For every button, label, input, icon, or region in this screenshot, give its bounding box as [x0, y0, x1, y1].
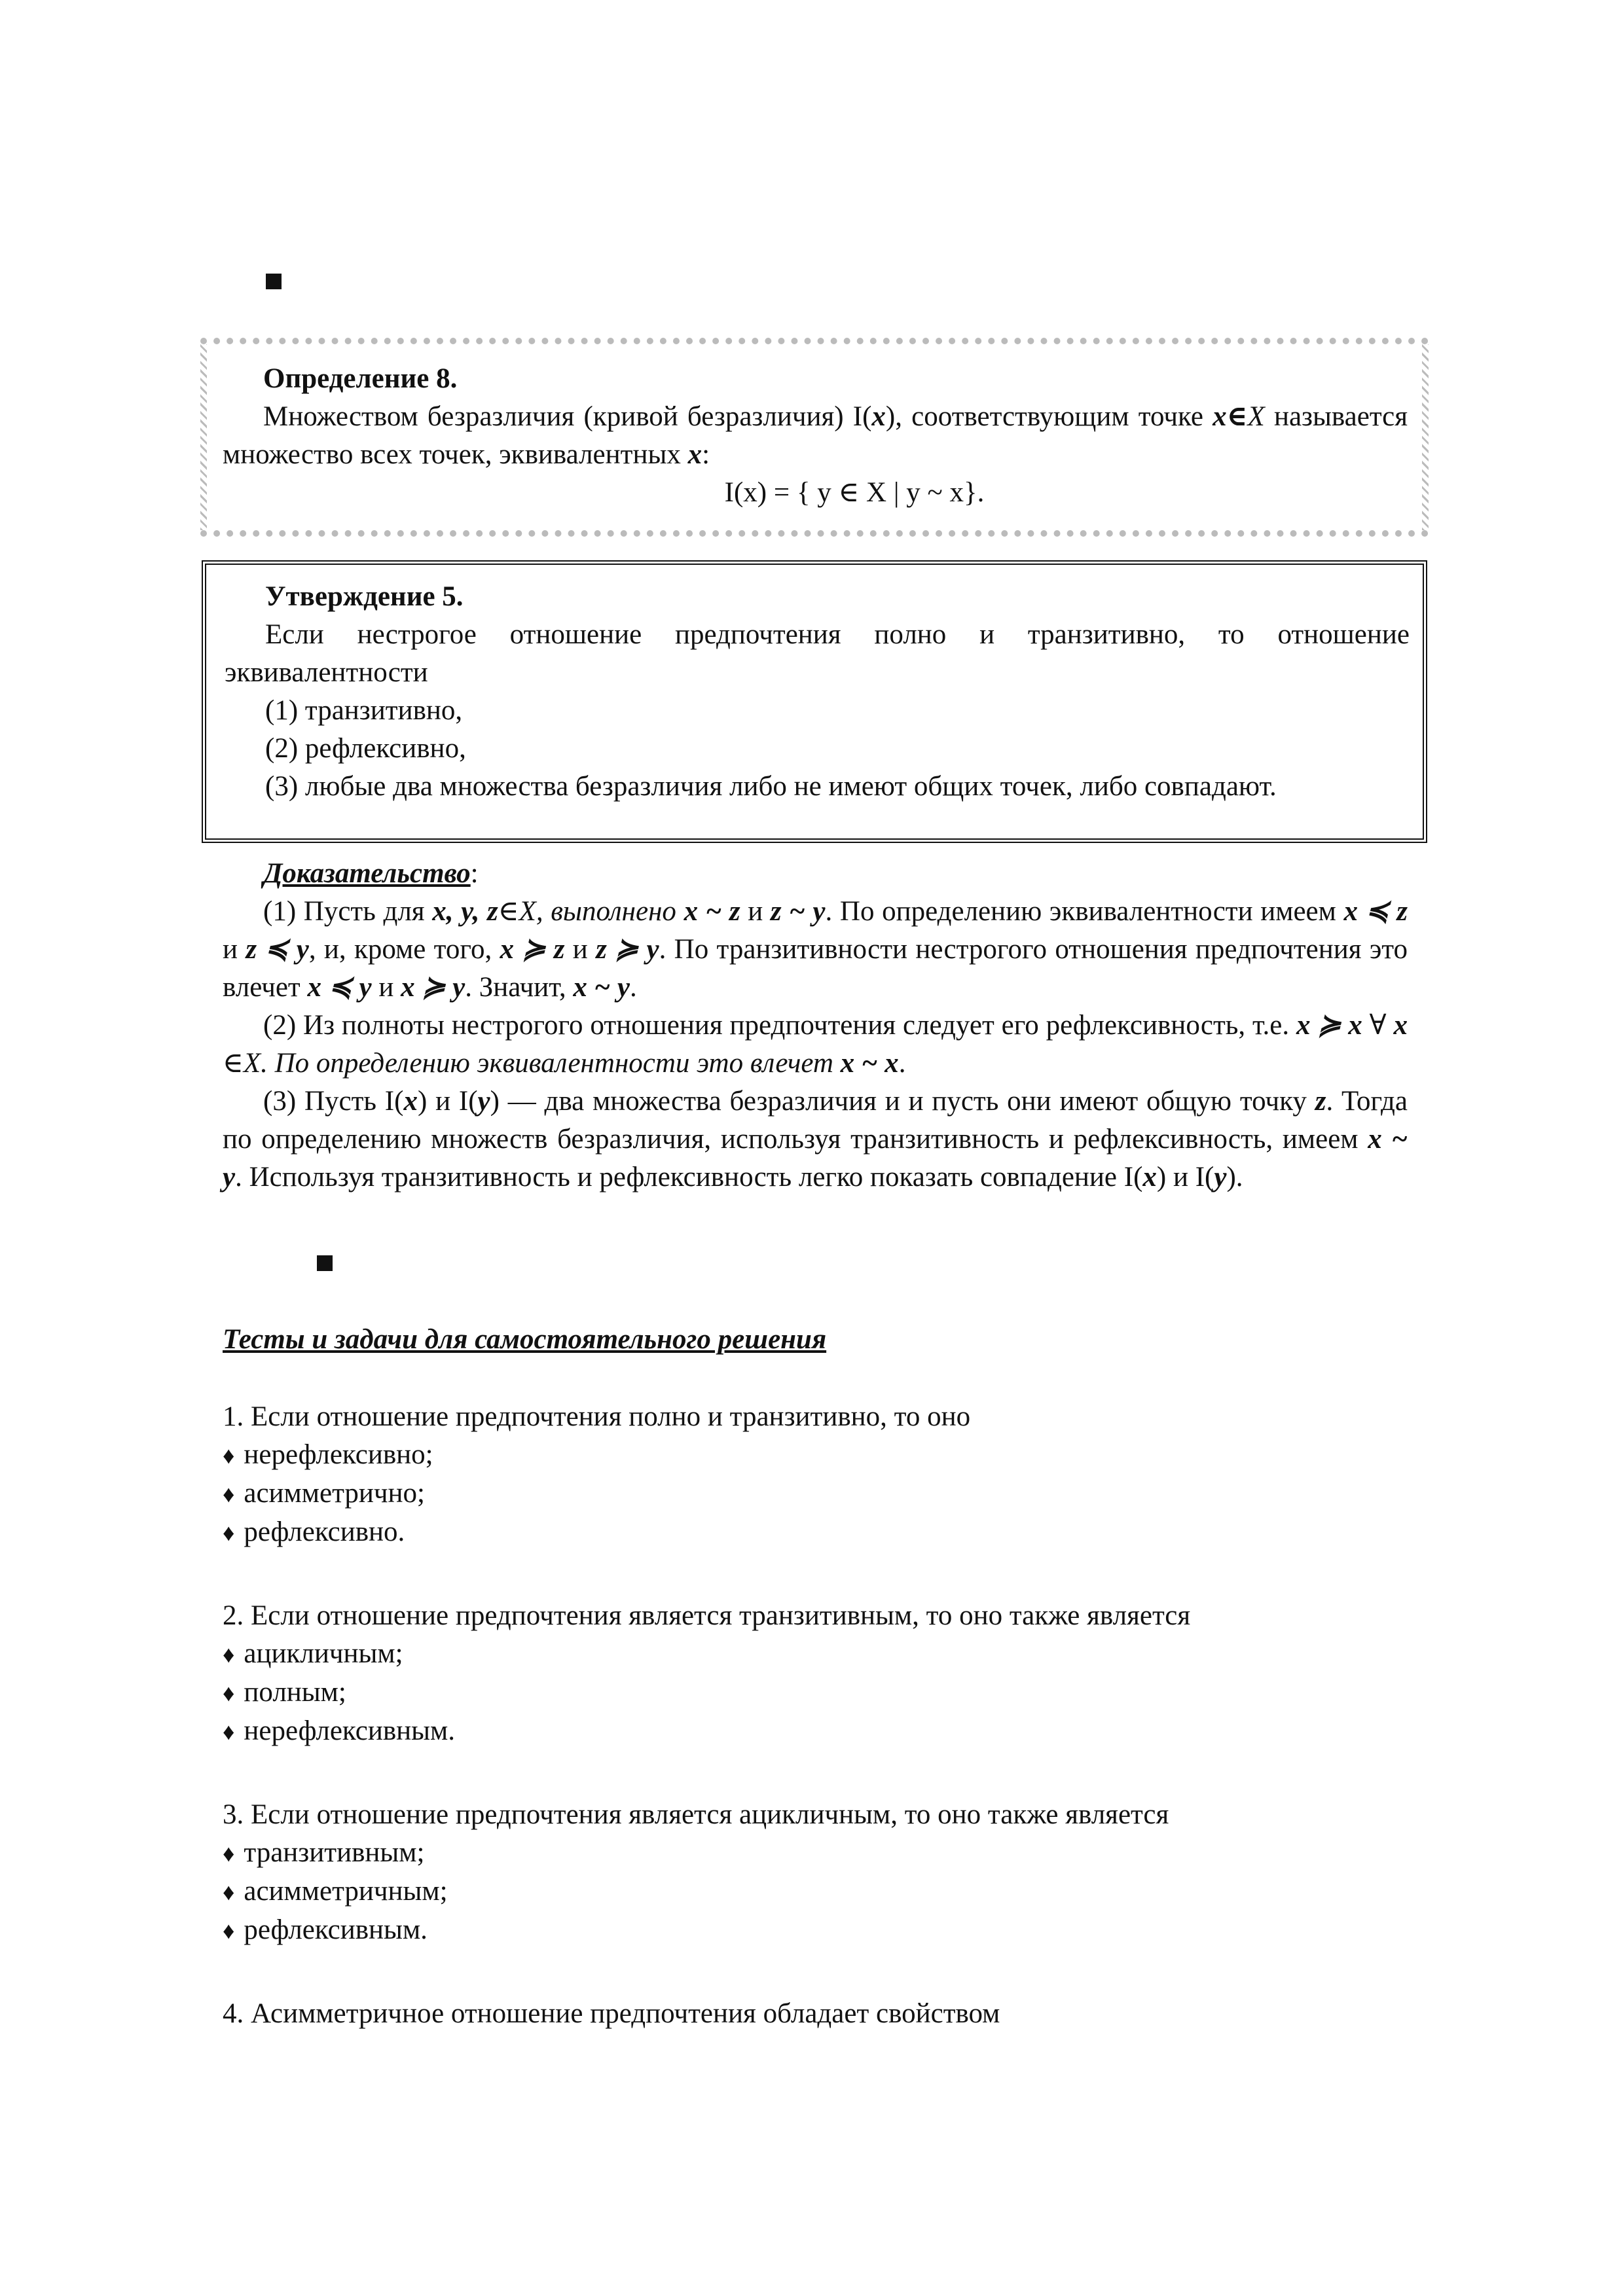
p1-f2: z ~ y: [770, 896, 826, 927]
option-item: ♦ нерефлексивно;: [223, 1436, 1408, 1475]
question-text: 4. Асимметричное отношение предпочтения обладает свойством: [223, 1998, 1000, 2029]
p1-k: .: [629, 972, 637, 1003]
question-3: [223, 1796, 1408, 1950]
p1-j: . Значит,: [465, 972, 574, 1003]
p1-a: (1) Пусть для: [263, 896, 433, 927]
p1-f3: x ≼ z: [1343, 896, 1408, 927]
p3-a: (3) Пусть I(: [263, 1086, 404, 1117]
p1-e: и: [223, 934, 246, 965]
option-item: ♦ рефлексивно.: [223, 1513, 1408, 1552]
option-item: ♦ нерефлексивным.: [223, 1712, 1408, 1751]
p2-d: .: [898, 1048, 906, 1079]
statement-box: [202, 560, 1427, 843]
statement-intro: Если нестрогое отношение предпочтения полно и транзитивно, то отношение эквивалентности: [225, 619, 1410, 688]
p3-d: . Тогда по определению множеств безразличия, используя транзитивность и рефлексивность, имеем: [223, 1086, 1408, 1155]
tests-title: Тесты и задачи для самостоятельного решения: [223, 1324, 827, 1355]
option-item: ♦ асимметрично;: [223, 1475, 1408, 1513]
statement-item-3: (3) любые два множества безразличия либо не имеют общих точек, либо совпадают.: [265, 771, 1277, 802]
question-text: 2. Если отношение предпочтения является транзитивным, то оно также является: [223, 1600, 1191, 1631]
definition-formula: I(x) = { y ∈ X | y ~ x}.: [724, 477, 985, 508]
proof-colon: :: [470, 858, 479, 889]
p2-b: ∀: [1362, 1010, 1394, 1041]
p3-e: . Используя транзитивность и рефлексивность легко показать совпадение I(: [235, 1162, 1143, 1193]
p2-a: (2) Из полноты нестрогого отношения предпочтения следует его рефлексивность, т.е.: [263, 1010, 1297, 1041]
p3-f1: x ~ y: [223, 1124, 1408, 1193]
question-2: [223, 1597, 1408, 1751]
option-item: ♦ транзитивным;: [223, 1834, 1408, 1873]
p1-c: и: [740, 896, 771, 927]
p3-x1: x: [403, 1086, 418, 1117]
p1-f1: x ~ z: [684, 896, 740, 927]
p3-y2: y: [1214, 1162, 1227, 1193]
p3-g: ).: [1226, 1162, 1243, 1193]
def-x-2: x: [687, 439, 702, 470]
def-x: x: [871, 401, 886, 432]
statement-item-2: (2) рефлексивно,: [265, 733, 466, 764]
p1-vars: x, y, z: [432, 896, 498, 927]
p1-f7: x ≼ y: [307, 972, 372, 1003]
p1-f: , и, кроме того,: [308, 934, 500, 965]
proof-paragraph-2: [223, 1007, 1408, 1083]
proof-paragraph-1: [223, 893, 1408, 1007]
p1-i: и: [371, 972, 401, 1003]
p3-z: z: [1315, 1086, 1326, 1117]
def-text-3: называется множество всех точек, эквивалентных: [223, 401, 1408, 470]
p1-f6: z ≽ y: [596, 934, 659, 965]
question-1: [223, 1398, 1408, 1552]
qed-mark-proof: [317, 1255, 333, 1271]
proof-section: [223, 855, 1408, 1196]
p1-b: ∈X, выполнено: [498, 896, 684, 927]
option-item: ♦ полным;: [223, 1674, 1408, 1712]
question-text: 1. Если отношение предпочтения полно и транзитивно, то оно: [223, 1401, 971, 1432]
def-text-1: Множеством безразличия (кривой безразличия): [263, 401, 853, 432]
question-4: [223, 1995, 1408, 2033]
p2-f3: x ~ x: [840, 1048, 899, 1079]
option-item: ♦ ацикличным;: [223, 1635, 1408, 1674]
option-item: ♦ рефлексивным.: [223, 1911, 1408, 1950]
definition-title: Определение 8.: [263, 363, 458, 394]
p2-c: ∈X. По определению эквивалентности это влечет: [223, 1048, 841, 1079]
p1-f8: x ≽ y: [401, 972, 465, 1003]
p3-c: ) — два множества безразличия и и пусть они имеют общую точку: [490, 1086, 1315, 1117]
def-text-2: , соответствующим точке: [895, 401, 1213, 432]
p2-f1: x ≽ x: [1296, 1010, 1362, 1041]
def-set-X: X: [1247, 401, 1265, 432]
p1-g: и: [564, 934, 596, 965]
p1-f5: x ≽ z: [500, 934, 565, 965]
p1-f9: x ~ y: [573, 972, 630, 1003]
p3-b: ) и I(: [417, 1086, 478, 1117]
p3-y1: y: [477, 1086, 490, 1117]
p1-d: . По определению эквивалентности имеем: [825, 896, 1344, 927]
proof-title: Доказательство: [263, 858, 471, 889]
def-colon: :: [702, 439, 710, 470]
qed-mark-top: [266, 274, 282, 289]
p2-f2: x: [1393, 1010, 1408, 1041]
proof-paragraph-3: [223, 1083, 1408, 1196]
p3-x2: x: [1142, 1162, 1157, 1193]
def-close: ): [885, 401, 896, 432]
def-ix: I(: [852, 401, 872, 432]
statement-title: Утверждение 5.: [265, 581, 464, 612]
definition-text: [223, 398, 1408, 474]
definition-box: [200, 338, 1429, 537]
p1-h: . По транзитивности нестрогого отношения предпочтения это влечет: [223, 934, 1408, 1003]
p1-f4: z ≼ y: [246, 934, 309, 965]
def-x-in: x∈: [1213, 401, 1248, 432]
statement-item-1: (1) транзитивно,: [265, 695, 463, 726]
proof-heading: [223, 855, 1408, 893]
question-text: 3. Если отношение предпочтения является ацикличным, то оно также является: [223, 1799, 1169, 1830]
option-item: ♦ асимметричным;: [223, 1873, 1408, 1911]
p3-f: ) и I(: [1156, 1162, 1214, 1193]
